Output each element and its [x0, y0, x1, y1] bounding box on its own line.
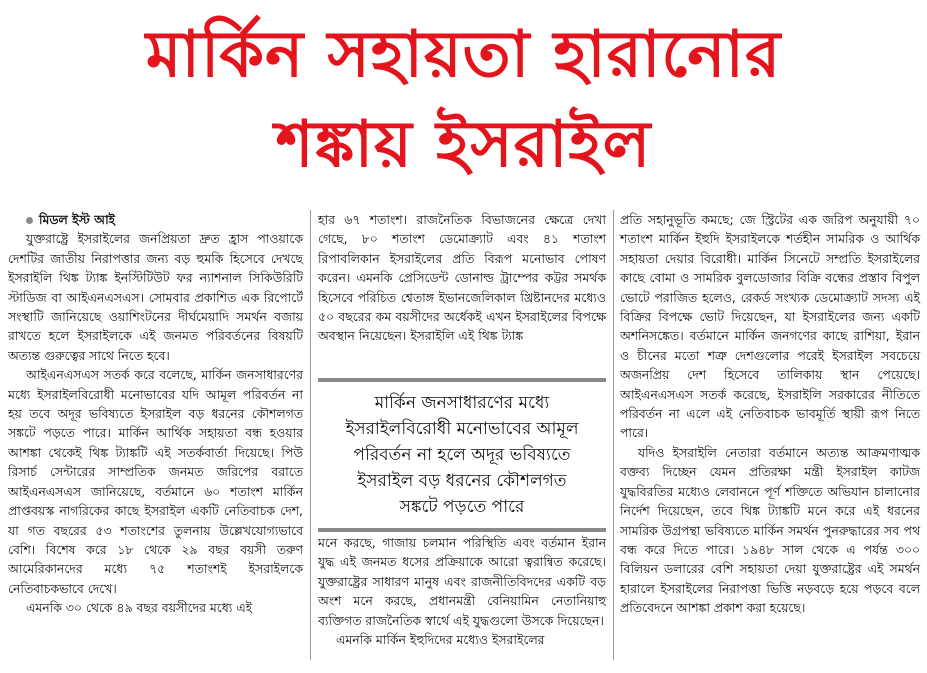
bullet-icon	[26, 217, 33, 224]
column-divider	[310, 210, 311, 660]
byline-text: মিডল ইস্ট আই	[39, 212, 115, 227]
paragraph: এমনকি ৩০ থেকে ৪৯ বছর বয়সীদের মধ্যে এই	[26, 600, 253, 616]
paragraph: যদিও ইসরাইলি নেতারা বর্তমানে অত্যন্ত আক্রমণাত্মক বক্তব্য দিচ্ছেন যেমন প্রতিরক্ষা মন্ত্রী ইসরাইল কাটজ যুদ্ধবিরতির মধ্যেও লেবাননে পূর্ণ শক্তিতে অভিযান চালানোর নির্দেশ দিয়েছেন, তবে থিঙ্ক ট্যাঙ্কটি মনে করে এই ধরনের সামরিক উগ্রপন্থা ভবিষ্যতে মার্কিন সমর্থন পুনরুদ্ধারের সব পথ বন্ধ করে দিতে পারে। ১৯৪৮ সাল থেকে এ পর্যন্ত ৩০০ বিলিয়ন ডলারের বেশি সহায়তা দেয়া যুক্তরাষ্ট্রের এই সমর্থন হারালে ইসরাইলের নিরাপত্তা ভিত্তি নড়বড়ে হয়ে পড়বে বলে প্রতিবেদনে আশঙ্কা প্রকাশ করা হয়েছে।	[620, 444, 920, 616]
paragraph: মনে করছে, গাজায় চলমান পরিস্থিতি এবং বর্তমান ইরান যুদ্ধ এই জনমত ধসের প্রক্রিয়াকে আরো ত্বরান্বিত করেছে। যুক্তরাষ্ট্রের সাধারণ মানুষ এবং রাজনীতিবিদদের একটি বড় অংশ মনে করছে, প্রধানমন্ত্রী বেনিয়ামিন নেতানিয়াহু ব্যক্তিগত রাজনৈতিক স্বার্থে এই যুদ্ধগুলো উসকে দিয়েছেন।	[318, 535, 606, 628]
pull-quote-line: সঙ্কটে পড়তে পারে	[399, 497, 525, 517]
pull-quote-line: ইসরাইলবিরোধী মনোভাবের আমূল	[345, 419, 579, 439]
byline	[8, 210, 303, 229]
pull-quote-line: মার্কিন জনসাধারণের মধ্যে	[374, 393, 550, 413]
article-column-2-bottom	[318, 533, 606, 649]
paragraph: হার ৬৭ শতাংশ। রাজনৈতিক বিভাজনের ক্ষেত্রে দেখা গেছে, ৮০ শতাংশ ডেমোক্র্যাট এবং ৪১ শতাংশ রিপাবলিকান ইসরাইলের প্রতি বিরূপ মনোভাব পোষণ করেন। এমনকি প্রেসিডেন্ট ডোনাল্ড ট্রাম্পের কট্টর সমর্থক হিসেবে পরিচিত শ্বেতাঙ্গ ইভানজেলিকাল খ্রিষ্টানদের মধ্যেও ৫০ বছরের কম বয়সীদের অর্ধেকই এখন ইসরাইলের বিপক্ষে অবস্থান নিয়েছেন। ইসরাইলি এই থিঙ্ক ট্যাঙ্ক	[318, 212, 606, 344]
paragraph: আইএনএসএস সতর্ক করে বলেছে, মার্কিন জনসাধারণের মধ্যে ইসরাইলবিরোধী মনোভাবের যদি আমূল পরিবর্তন না হয় তবে অদূর ভবিষ্যতে ইসরাইল বড় ধরনের কৌশলগত সঙ্কটে পড়তে পারে। মার্কিন আর্থিক সহায়তা বন্ধ হওয়ার আশঙ্কা থেকেই থিঙ্ক ট্যাঙ্কটি এই সতর্কবার্তা দিয়েছে। পিউ রিসার্চ সেন্টারের সাম্প্রতিক জনমত জরিপের বরাতে আইএনএসএস জানিয়েছে, বর্তমানে ৬০ শতাংশ মার্কিন প্রাপ্তবয়স্ক নাগরিকের কাছে ইসরাইল একটি নেতিবাচক দেশ, যা গত বছরের ৫৩ শতাংশের তুলনায় উল্লেখযোগ্যভাবে বেশি। বিশেষ করে ১৮ থেকে ২৯ বছর বয়সী তরুণ আমেরিকানদের মধ্যে ৭৫ শতাংশই ইসরাইলকে নেতিবাচকভাবে দেখে।	[8, 367, 303, 596]
pull-quote-line: পরিবর্তন না হলে অদূর ভবিষ্যতে	[353, 445, 571, 465]
article-column-3	[620, 210, 920, 618]
article-column-1	[8, 210, 303, 618]
column-divider	[613, 210, 614, 660]
paragraph: যুক্তরাষ্ট্রে ইসরাইলের জনপ্রিয়তা দ্রুত হ্রাস পাওয়াকে দেশটির জাতীয় নিরাপত্তার জন্য বড় হুমকি হিসেবে দেখছে ইসরাইলি থিঙ্ক ট্যাঙ্ক ইনস্টিটিউট ফর ন্যাশনাল সিকিউরিটি স্টাডিজ বা আইএনএসএস। সোমবার প্রকাশিত এক রিপোর্টে সংস্থাটি জানিয়েছে ওয়াশিংটনের দীর্ঘমেয়াদি সমর্থন বজায় রাখতে হলে ইসরাইলকে এই জনমত পরিবর্তনের বিষয়টি অত্যন্ত গুরুত্বের সাথে নিতে হবে।	[8, 231, 303, 363]
paragraph: প্রতি সহানুভূতি কমছে; জে স্ট্রিটের এক জরিপ অনুযায়ী ৭০ শতাংশ মার্কিন ইহুদি ইসরাইলকে শর্তহীন সামরিক ও আর্থিক সহায়তা দেয়ার বিরোধী। মার্কিন সিনেটে সম্প্রতি ইসরাইলের কাছে বোমা ও সামরিক বুলডোজার বিক্রি বন্ধের প্রস্তাব বিপুল ভোটে পরাজিত হলেও, রেকর্ড সংখ্যক ডেমোক্র্যাট সদস্য এই বিক্রির বিপক্ষে ভোট দিয়েছেন, যা ইসরাইলের জন্য একটি অশনিসঙ্কেত। বর্তমানে মার্কিন জনগণের কাছে রাশিয়া, ইরান ও চীনের মতো শত্রু দেশগুলোর পরেই ইসরাইল সবচেয়ে অজনপ্রিয় দেশ হিসেবে তালিকায় স্থান পেয়েছে। আইএনএসএস সতর্ক করেছে, ইসরাইলি সরকারের নীতিতে পরিবর্তন না এলে এই নেতিবাচক ভাবমূর্তি স্থায়ী রূপ নিতে পারে।	[620, 212, 920, 441]
article-column-2-top	[318, 210, 606, 346]
paragraph: এমনকি মার্কিন ইহুদিদের মধ্যেও ইসরাইলের	[336, 632, 545, 648]
headline-line-1: মার্কিন সহায়তা হারানোর	[145, 18, 782, 92]
pull-quote	[318, 378, 606, 532]
pull-quote-line: ইসরাইল বড় ধরনের কৌশলগত	[357, 471, 567, 491]
headline-line-2: শঙ্কায় ইসরাইল	[275, 108, 652, 182]
